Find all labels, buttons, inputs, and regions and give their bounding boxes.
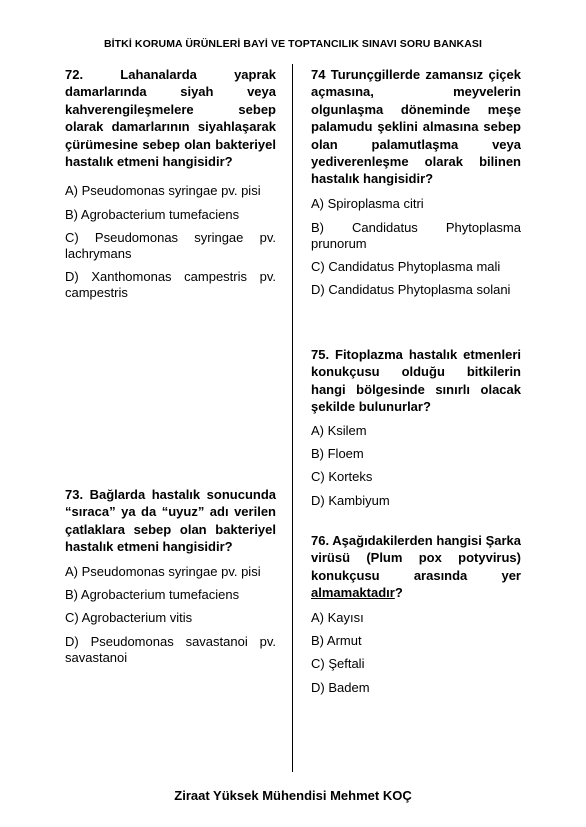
question-75-option-d: D) Kambiyum xyxy=(311,492,390,508)
question-72-option-a: A) Pseudomonas syringae pv. pisi xyxy=(65,183,261,199)
question-73-option-a: A) Pseudomonas syringae pv. pisi xyxy=(65,563,261,579)
question-73-text: 73. Bağlarda hastalık sonucunda “sıraca” ya da “uyuz” adı verilen çatlaklara sebep olan bakteriyel hastalık etmeni hangisidir? xyxy=(65,487,276,555)
question-76-negation: almamaktadır xyxy=(311,585,395,601)
question-72-option-b: B) Agrobacterium tumefaciens xyxy=(65,207,240,223)
question-75-option-b: B) Floem xyxy=(311,445,364,461)
question-72-option-d: D) Xanthomonas campestris pv. campestris xyxy=(65,269,276,301)
question-72 xyxy=(65,66,276,301)
question-76-text xyxy=(311,532,521,602)
question-72-option-c: C) Pseudomonas syringae pv. lachrymans xyxy=(65,230,276,262)
question-73 xyxy=(65,486,276,666)
column-divider xyxy=(292,64,293,772)
question-76-option-a: A) Kayısı xyxy=(311,609,364,625)
question-72-text: 72. Lahanalarda yaprak damarlarında siyah veya kahverengileşmelere sebep olarak damarlarının siyahlaşarak çürümesine sebep olan bakteriyel hastalık etmeni hangisidir? xyxy=(65,67,276,170)
question-74-option-d: D) Candidatus Phytoplasma solani xyxy=(311,281,511,297)
question-74-option-c: C) Candidatus Phytoplasma mali xyxy=(311,258,501,274)
question-73-option-c: C) Agrobacterium vitis xyxy=(65,609,193,625)
question-73-option-b: B) Agrobacterium tumefaciens xyxy=(65,586,240,602)
question-75-option-c: C) Korteks xyxy=(311,468,373,484)
question-74 xyxy=(311,66,521,298)
question-75-option-a: A) Ksilem xyxy=(311,422,367,438)
question-75 xyxy=(311,346,521,509)
question-76 xyxy=(311,532,521,696)
question-74-text: 74 Turunçgillerde zamansız çiçek açmasına, meyvelerin olgunlaşma döneminde meşe palamudu şeklini almasına sebep olan palamutlaşma veya yediverenleşme olarak bilinen hastalık hangisidir? xyxy=(311,67,521,187)
question-76-text-start: 76. Aşağıdakilerden hangisi Şarka virüsü (Plum pox potyvirus) konukçusu arasında yer xyxy=(311,533,521,583)
question-75-text: 75. Fitoplazma hastalık etmenleri konukçusu olduğu bitkilerin hangi bölgesinde sınırlı olacak şekilde bulunurlar? xyxy=(311,347,521,415)
question-74-option-a: A) Spiroplasma citri xyxy=(311,195,424,211)
question-74-option-b: B) Candidatus Phytoplasma prunorum xyxy=(311,219,521,251)
question-76-option-d: D) Badem xyxy=(311,679,370,695)
question-76-option-b: B) Armut xyxy=(311,632,362,648)
question-76-option-c: C) Şeftali xyxy=(311,655,365,671)
question-73-option-d: D) Pseudomonas savastanoi pv. savastanoi xyxy=(65,633,276,665)
page-header: BİTKİ KORUMA ÜRÜNLERİ BAYİ VE TOPTANCILIK SINAVI SORU BANKASI xyxy=(103,38,483,50)
question-76-question-mark: ? xyxy=(394,585,403,601)
author-footer: Ziraat Yüksek Mühendisi Mehmet KOÇ xyxy=(174,788,412,803)
